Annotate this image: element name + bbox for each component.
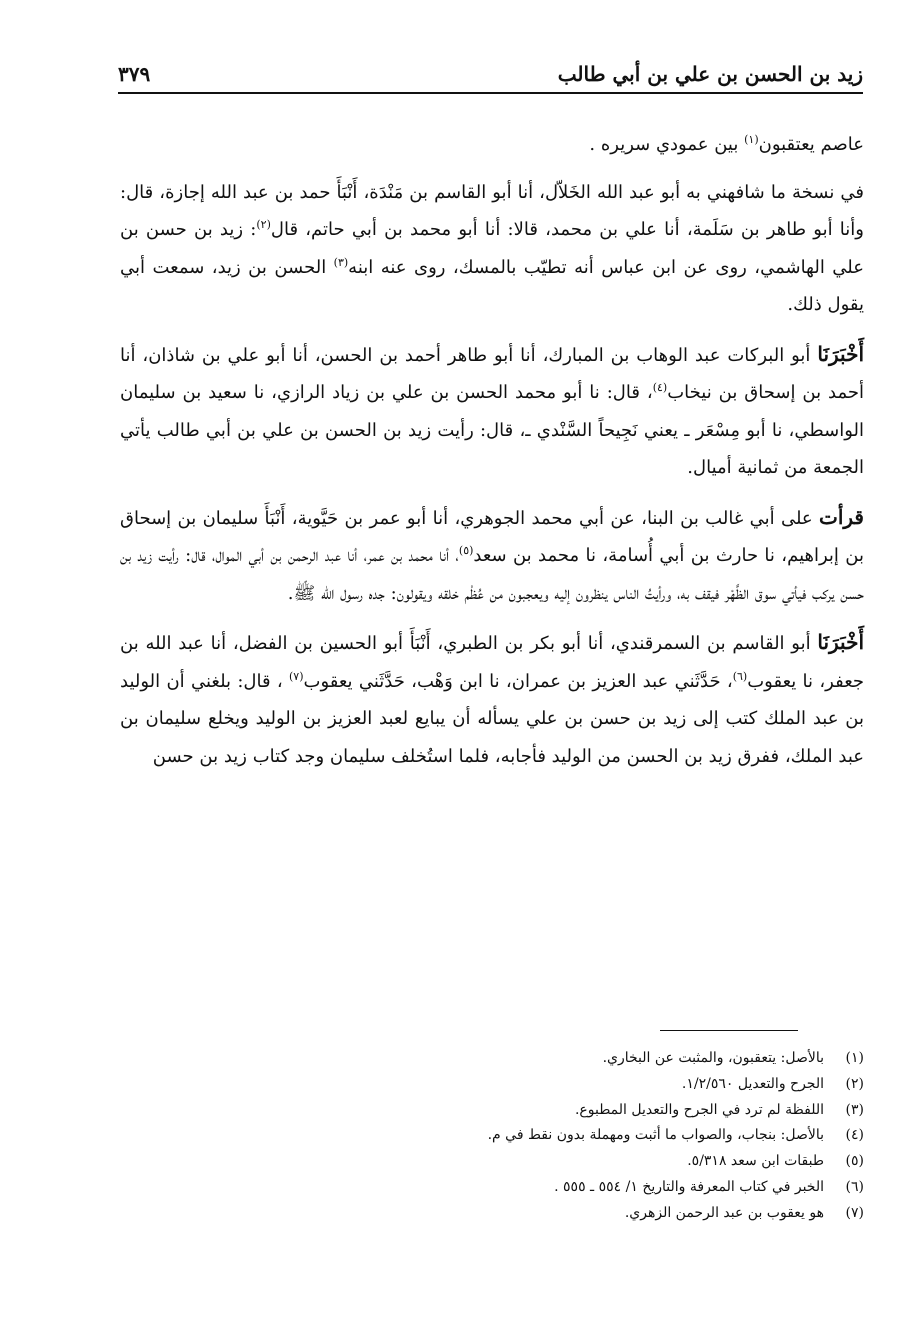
footnote-number: (٥) [845, 1153, 864, 1170]
footnote-text: هو يعقوب بن عبد الرحمن الزهري. [624, 1204, 824, 1221]
text-run: في نسخة ما شافهني به أبو عبد الله الخَلاّل، أنا أبو القاسم بن مَنْدَة، أَنْبَأَ حمد بن عبد الله إجازة، قال: وأنا أبو طاهر بن سَلَمة، أنا علي بن محمد، قالا: أنا أبو محمد بن أبي حاتم، قال [120, 181, 864, 240]
text-run: : زيد بن حسن بن علي الهاشمي، روى عن ابن عباس أنه تطيّب بالمسك، روى عنه ابنه [120, 219, 864, 278]
footnote-marker: (١) [744, 133, 759, 146]
paragraph [120, 126, 864, 164]
page-number: ٣٧٩ [118, 62, 151, 86]
footnote [120, 1098, 864, 1124]
footnote [120, 1201, 864, 1227]
running-header [118, 60, 863, 94]
footnote-text: بالأصل: يتعقبون، والمثبت عن البخاري. [602, 1050, 824, 1066]
footnote-marker: (٣) [333, 255, 349, 269]
footnote-number: (٤) [845, 1127, 864, 1144]
text-run: أبو القاسم بن السمرقندي، أنا أبو بكر بن الطبري، أَنْبَأَ أبو الحسين بن الفضل، أنا عبد الله بن جعفر، نا يعقوب [120, 633, 865, 692]
text-run: بين عمودي سريره . [589, 134, 745, 155]
footnote-number: (٧) [845, 1204, 864, 1221]
footnote-separator [660, 1030, 798, 1031]
paragraph [120, 624, 864, 775]
footnote [120, 1149, 864, 1175]
footnote-text: اللفظة لم ترد في الجرح والتعديل المطبوع. [574, 1101, 824, 1118]
paragraph-lead-word: قرأت [819, 504, 864, 529]
paragraph [120, 336, 864, 487]
footnote-marker: (٧) [288, 669, 304, 683]
text-run: ، قال: نا أبو محمد الحسن بن علي بن زياد الرازي، نا سعيد بن سليمان الواسطي، نا أبو مِسْعَر ـ يعني نَجِيحاً السَّنْدي ـ، قال: رأيت زيد بن الحسن بن علي بن أبي طالب يأتي الجمعة من ثمانية أميال. [120, 382, 864, 478]
footnote-marker: (٥) [458, 544, 474, 557]
text-run: على أبي غالب بن البنا، عن أبي محمد الجوهري، أنا أبو عمر بن حَيَّوية، أَنْبَأَ سليمان بن إسحاق بن إبراهيم، نا حارث بن أبي أُسامة، نا محمد بن سعد [120, 507, 864, 566]
footnote [120, 1123, 864, 1149]
footnote-number: (٦) [845, 1178, 864, 1195]
footnote [120, 1046, 864, 1072]
footnote-text: الجرح والتعديل ١/٢/٥٦٠. [681, 1075, 824, 1092]
text-run: الحسن بن زيد، سمعت أبي يقول ذلك. [120, 256, 864, 315]
footnote-number: (٢) [845, 1075, 864, 1092]
paragraph [120, 174, 864, 324]
footnote-marker: (٤) [652, 381, 668, 394]
footnote-number: (٣) [845, 1101, 864, 1118]
footnote-number: (١) [845, 1050, 864, 1066]
footnote-marker: (٦) [732, 669, 748, 683]
footnote-marker: (٢) [256, 218, 271, 231]
footnote-text: الخبر في كتاب المعرفة والتاريخ ١/ ٥٥٤ ـ ٥٥٥ . [554, 1178, 824, 1195]
running-title: زيد بن الحسن بن علي بن أبي طالب [557, 62, 863, 86]
footnote-text: طبقات ابن سعد ٥/٣١٨. [687, 1153, 824, 1170]
main-text [120, 126, 864, 787]
text-run: ، قال: بلغني أن الوليد بن عبد الملك كتب إلى زيد بن حسن بن علي يسأله أن يبايع لعبد العزيز بن الوليد ويخلع سليمان بن عبد الملك، ففرق زيد بن الحسن من الوليد فأجابه، فلما استُخلف سليمان وجد كتاب زيد بن حسن [120, 670, 864, 767]
footnote [120, 1072, 864, 1098]
paragraph-lead-word: أَخْبَرَنَا [817, 630, 864, 654]
text-run: ، أنا محمد بن عمر، أنا عبد الرحمن بن أبي الموال، قال: رأيت زيد بن حسن يركب فيأتي سوق الظَّهْر فيقف به، ورأيتُ الناس ينظرون إليه ويعجبون من عُظْم خلقه ويقولون: جده رسول الله ﷺ. [120, 545, 864, 604]
text-run: عاصم يعتقبون [758, 134, 864, 155]
paragraph [120, 499, 864, 613]
text-run: أبو البركات عبد الوهاب بن المبارك، أنا أبو طاهر أحمد بن الحسن، أنا أبو علي بن شاذان، أنا أحمد بن إسحاق بن نيخاب [120, 344, 865, 403]
footnotes [120, 1046, 864, 1227]
paragraph-lead-word: أَخْبَرَنَا [817, 341, 864, 366]
footnote-text: بالأصل: بنجاب، والصواب ما أثبت ومهملة بدون نقط في م. [487, 1127, 824, 1144]
footnote [120, 1175, 864, 1201]
text-run: ، حَدَّثَني عبد العزيز بن عمران، نا ابن وَهْب، حَدَّثَني يعقوب [303, 670, 733, 692]
